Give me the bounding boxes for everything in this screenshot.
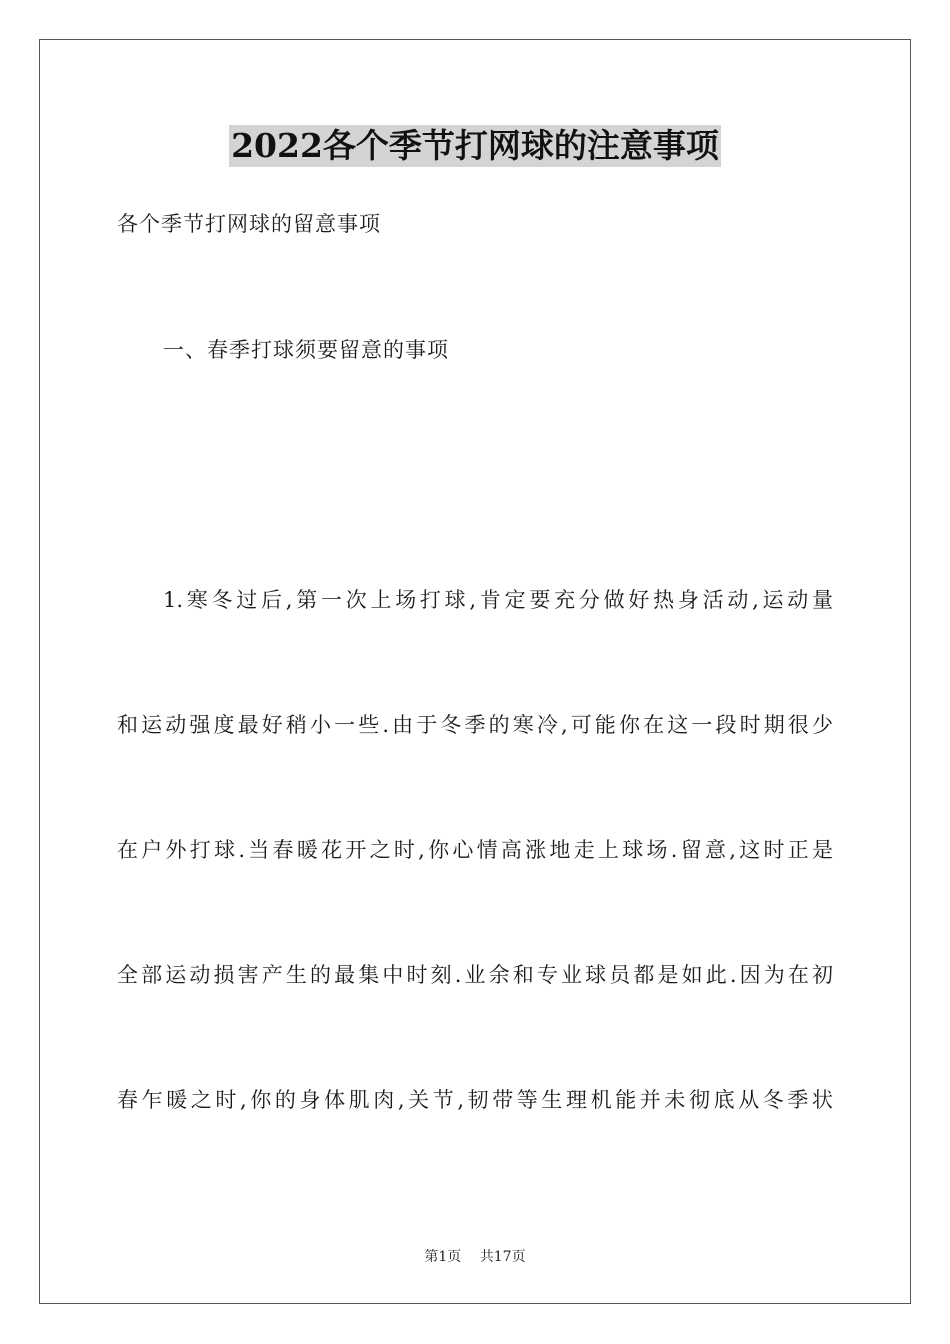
- page-number-total: 共17页: [479, 1249, 526, 1265]
- page-footer: [0, 1248, 950, 1266]
- paragraph-line-3: 在户外打球.当春暖花开之时,你心情高涨地走上球场.留意,这时正是: [117, 838, 833, 862]
- paragraph-line-2: 和运动强度最好稍小一些.由于冬季的寒冷,可能你在这一段时期很少: [117, 713, 833, 737]
- paragraph-line-5: 春乍暖之时,你的身体肌肉,关节,韧带等生理机能并未彻底从冬季状: [117, 1088, 833, 1112]
- document-title: 2022各个季节打网球的注意事项: [231, 126, 719, 165]
- paragraph-line-1: 1.寒冬过后,第一次上场打球,肯定要充分做好热身活动,运动量: [163, 588, 833, 612]
- section-heading: 一、春季打球须要留意的事项: [163, 338, 449, 362]
- title-container: [0, 125, 950, 167]
- paragraph-line-4: 全部运动损害产生的最集中时刻.业余和专业球员都是如此.因为在初: [117, 963, 833, 987]
- document-subtitle: 各个季节打网球的留意事项: [117, 212, 381, 236]
- page-number-current: 第1页: [424, 1249, 462, 1265]
